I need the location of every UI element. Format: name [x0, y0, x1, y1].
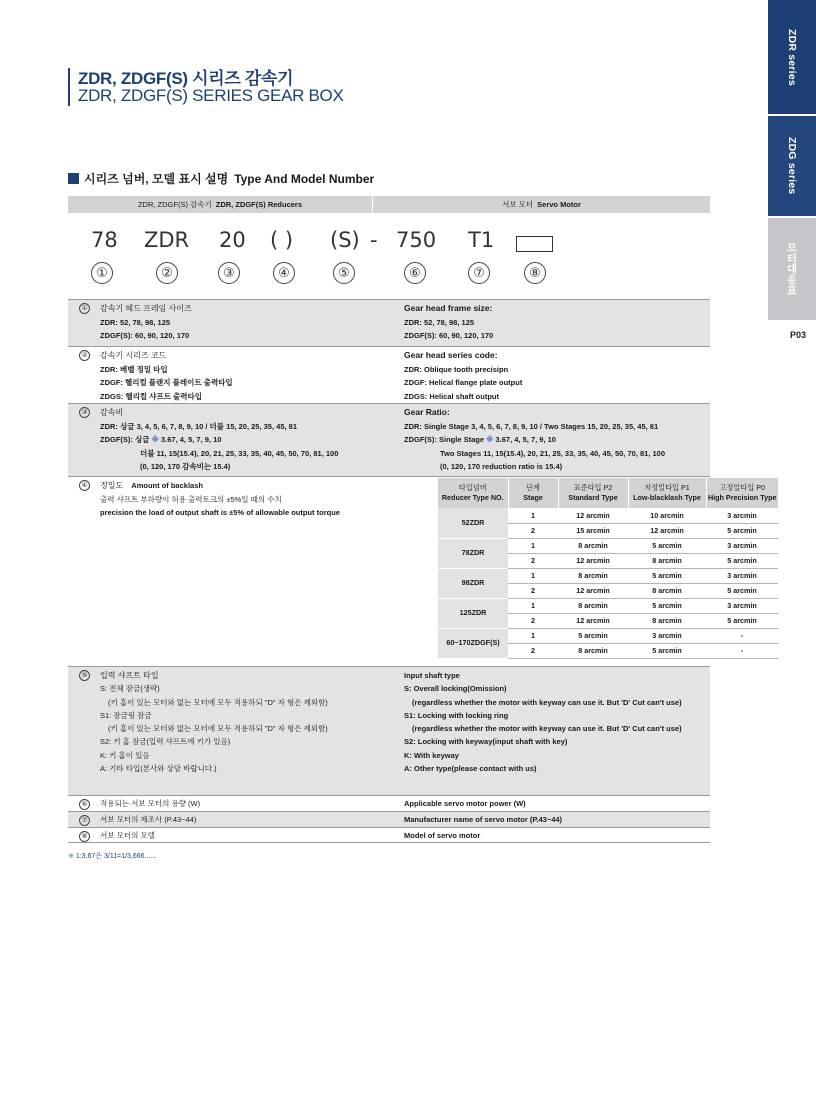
section-title-ko: 시리즈 넘버, 모델 표시 설명: [84, 172, 229, 186]
code-number-row: [0, 262, 816, 286]
row8-ko: 서보 모터의 모델: [100, 831, 155, 840]
row3-ko-line1: ZDR: 싱글 3, 4, 5, 6, 7, 8, 9, 10 / 더블 15, 20, 25, 35, 45, 81: [100, 421, 297, 431]
standard-cell: 8 arcmin: [558, 538, 628, 553]
row3-en-note-mark: ※: [486, 435, 494, 444]
section-square-icon: [68, 173, 79, 184]
code-series: ZDR: [144, 228, 190, 252]
section-title-en: Type And Model Number: [234, 171, 375, 186]
tab-motor-label: 모터대응표: [785, 242, 798, 296]
model-code: [0, 228, 816, 258]
header-high-precision: 고정밀타입 P0 High Precision Type: [706, 478, 778, 508]
code-frame-size: 78: [91, 228, 118, 252]
band-reducers: [68, 196, 373, 213]
row3-number: ③: [79, 407, 90, 418]
low-backlash-cell: 10 arcmin: [628, 508, 706, 523]
row2-number: ②: [79, 350, 90, 361]
row5-ko-title: 입력 샤프트 타입: [100, 671, 159, 680]
standard-cell: 15 arcmin: [558, 523, 628, 538]
code-maker: T1: [468, 228, 495, 252]
row2-ko: [100, 349, 390, 403]
code-shaft: (S): [330, 228, 360, 252]
section-heading: [68, 170, 374, 187]
row-motor-maker: [68, 811, 710, 827]
low-backlash-cell: 5 arcmin: [628, 643, 706, 658]
high-precision-cell: 3 arcmin: [706, 568, 778, 583]
row-frame-size: [68, 299, 710, 346]
row3-ko-line2a: ZDGF(S): 싱글: [100, 435, 150, 444]
row1-en-line: ZDGF(S): 60, 90, 120, 170: [404, 331, 494, 340]
row3-ko-note-mark: ※: [151, 435, 159, 444]
low-backlash-cell: 8 arcmin: [628, 583, 706, 598]
stage-cell: 1: [508, 568, 558, 583]
code-precision: ( ): [270, 228, 294, 252]
row1-en: [404, 302, 704, 343]
low-backlash-cell: 5 arcmin: [628, 538, 706, 553]
row1-ko-title: 감속기 헤드 프레임 사이즈: [100, 304, 192, 313]
backlash-body: [438, 508, 778, 658]
tab-zdg-label: ZDG series: [786, 137, 798, 195]
row4-ko-title: 정밀도: [100, 481, 124, 490]
footnote: [68, 851, 156, 861]
reducer-type-cell: 78ZDR: [438, 538, 508, 568]
row5-ko-line: S1: 잠금링 잠금: [100, 710, 152, 720]
reducer-type-cell: 52ZDR: [438, 508, 508, 538]
code-num-1: ①: [91, 262, 113, 284]
row5-ko-line: S2: 키 홈 잠금(입력 샤프트에 키가 있음): [100, 737, 231, 747]
row7-ko: 서보 모터의 제조사 (P.43~44): [100, 815, 197, 824]
row2-ko-line: ZDGF: 헬리컬 플랜지 플레이트 출력타입: [100, 378, 233, 387]
code-motor-model-box: [516, 236, 553, 252]
row7-number: ⑦: [79, 815, 90, 826]
code-num-2: ②: [156, 262, 178, 284]
row2-ko-title: 감속기 시리즈 코드: [100, 351, 167, 360]
row7-en: Manufacturer name of servo motor (P.43~44): [404, 815, 563, 824]
row-input-shaft: [68, 666, 710, 795]
row1-ko-line: ZDR: 52, 78, 98, 125: [100, 317, 171, 327]
stage-cell: 1: [508, 598, 558, 613]
stage-cell: 2: [508, 613, 558, 628]
standard-cell: 5 arcmin: [558, 628, 628, 643]
header-stage: 단계 Stage: [508, 478, 558, 508]
row-series-code: [68, 346, 710, 403]
code-num-5: ⑤: [333, 262, 355, 284]
row3-en-line3: Two Stages 11, 15(15.4), 20, 21, 25, 33, 35, 40, 45, 50, 70, 81, 100: [440, 448, 666, 458]
high-precision-cell: 3 arcmin: [706, 538, 778, 553]
backlash-table: [438, 478, 778, 659]
tab-zdr-series[interactable]: [768, 0, 816, 114]
band-servo-motor: [373, 196, 710, 213]
band-right-en: Servo Motor: [537, 200, 581, 209]
reducer-type-cell: 125ZDR: [438, 598, 508, 628]
row3-en-line4: (0, 120, 170 reduction ratio is 15.4): [440, 462, 563, 471]
row3-ko-line3: 더블 11, 15(15.4), 20, 21, 25, 33, 35, 40, 45, 50, 70, 81, 100: [140, 448, 339, 458]
stage-cell: 2: [508, 643, 558, 658]
code-num-7: ⑦: [468, 262, 490, 284]
band-left-en: ZDR, ZDGF(S) Reducers: [215, 200, 303, 209]
row1-ko: [100, 302, 390, 343]
row5-ko-line: (키 홈이 있는 모터와 없는 모터에 모두 적용하되 "D" 자 형은 제외함): [108, 697, 328, 707]
row2-en-title: Gear head series code:: [404, 350, 498, 360]
low-backlash-cell: 8 arcmin: [628, 613, 706, 628]
high-precision-cell: 5 arcmin: [706, 553, 778, 568]
row2-ko-line: ZDGS: 헬리컬 샤프트 출력타입: [100, 391, 203, 401]
row4-number: ④: [79, 480, 90, 491]
code-dash: -: [370, 228, 378, 252]
row6-en: Applicable servo motor power (W): [404, 799, 526, 808]
row5-number: ⑤: [79, 670, 90, 681]
low-backlash-cell: 5 arcmin: [628, 598, 706, 613]
stage-cell: 1: [508, 538, 558, 553]
band-left-ko: ZDR, ZDGF(S) 감속기: [137, 200, 212, 209]
high-precision-cell: 5 arcmin: [706, 523, 778, 538]
standard-cell: 8 arcmin: [558, 643, 628, 658]
standard-cell: 8 arcmin: [558, 598, 628, 613]
row-motor-power: [68, 795, 710, 811]
header-standard: 표준타입 P2 Standard Type: [558, 478, 628, 508]
row5-ko-line: K: 키 홈이 있음: [100, 750, 150, 760]
row3-en-line2a: ZDGF(S): Single Stage: [404, 435, 485, 444]
row5-en-line: (regardless whether the motor with keyway can use it. But 'D' Cut can't use): [412, 724, 682, 734]
row3-en-line1: ZDR: Single Stage 3, 4, 5, 6, 7, 8, 9, 10 / Two Stages 15, 20, 25, 35, 45, 81: [404, 421, 659, 431]
row-gear-ratio: [68, 403, 710, 476]
page-number: P03: [789, 330, 806, 340]
code-num-4: ④: [273, 262, 295, 284]
backlash-header-row: [438, 478, 778, 508]
row8-number: ⑧: [79, 831, 90, 842]
row3-ko-title: 감속비: [100, 408, 124, 417]
row-backlash: [68, 476, 777, 666]
row3-ko-line4: (0, 120, 170 감속비는 15.4): [140, 462, 231, 471]
row5-ko-line: (키 홈이 있는 모터와 없는 모터에 모두 적용하되 "D" 자 형은 제외함): [108, 724, 328, 734]
row6-number: ⑥: [79, 799, 90, 810]
row1-en-line: ZDR: 52, 78, 98, 125: [404, 317, 475, 327]
code-ratio: 20: [219, 228, 246, 252]
standard-cell: 12 arcmin: [558, 553, 628, 568]
row2-en-line: ZDGS: Helical shaft output: [404, 391, 500, 401]
standard-cell: 8 arcmin: [558, 568, 628, 583]
table-row: [438, 628, 778, 643]
row5-ko-line: A: 기타 타입(본사와 상담 바랍니다.): [100, 764, 217, 774]
row3-en-line2: [404, 433, 704, 447]
row1-en-title: Gear head frame size:: [404, 303, 493, 313]
reducer-type-cell: 60~170ZDGF(S): [438, 628, 508, 658]
row4-en-title: Amount of backlash: [131, 481, 203, 490]
standard-cell: 12 arcmin: [558, 613, 628, 628]
code-num-8: ⑧: [524, 262, 546, 284]
row5-en-title: Input shaft type: [404, 671, 460, 680]
code-power: 750: [396, 228, 437, 252]
high-precision-cell: -: [706, 628, 778, 643]
stage-cell: 2: [508, 523, 558, 538]
tab-zdg-series[interactable]: [768, 116, 816, 216]
stage-cell: 1: [508, 628, 558, 643]
band-right-ko: 서보 모터: [502, 200, 534, 209]
row3-ko-line2b: 3.67, 4, 5, 7, 9, 10: [160, 435, 222, 444]
row4-ko-line: 출력 샤프트 부하량이 허용 출력토크의 ±5%일 때의 수치: [100, 494, 282, 504]
high-precision-cell: 5 arcmin: [706, 583, 778, 598]
table-row: [438, 538, 778, 553]
row5-ko: [100, 669, 390, 775]
table-row: [438, 568, 778, 583]
high-precision-cell: 3 arcmin: [706, 598, 778, 613]
row5-ko-line: S: 전체 잠금(생략): [100, 684, 160, 694]
stage-cell: 2: [508, 583, 558, 598]
row1-ko-line: ZDGF(S): 60, 90, 120, 170: [100, 331, 190, 340]
row5-en-line: S2: Locking with keyway(input shaft with key): [404, 737, 568, 747]
row5-en-line: S1: Locking with locking ring: [404, 710, 509, 720]
row5-en-line: S: Overall locking(Omission): [404, 684, 507, 694]
high-precision-cell: 5 arcmin: [706, 613, 778, 628]
high-precision-cell: 3 arcmin: [706, 508, 778, 523]
row5-en-line: K: With keyway: [404, 750, 459, 760]
row2-en-line: ZDR: Oblique tooth precisipn: [404, 364, 509, 374]
standard-cell: 12 arcmin: [558, 583, 628, 598]
standard-cell: 12 arcmin: [558, 508, 628, 523]
model-header-band: [68, 196, 710, 213]
row3-en-title: Gear Ratio:: [404, 407, 450, 417]
row3-en: [404, 406, 704, 474]
row3-en-line2b: 3.67, 4, 5, 7, 9, 10: [495, 435, 556, 444]
table-row: [438, 598, 778, 613]
stage-cell: 2: [508, 553, 558, 568]
low-backlash-cell: 8 arcmin: [628, 553, 706, 568]
row2-en: [404, 349, 704, 403]
page-title-en: ZDR, ZDGF(S) SERIES GEAR BOX: [78, 86, 344, 105]
row5-en-line: A: Other type(please contact with us): [404, 764, 537, 774]
code-num-3: ③: [218, 262, 240, 284]
row1-number: ①: [79, 303, 90, 314]
low-backlash-cell: 12 arcmin: [628, 523, 706, 538]
row3-ko-line2: [100, 433, 390, 447]
stage-cell: 1: [508, 508, 558, 523]
page-title-ko: ZDR, ZDGF(S) 시리즈 감속기: [78, 69, 294, 88]
row4-ko: [100, 479, 400, 520]
table-row: [438, 508, 778, 523]
row5-en: [404, 669, 704, 775]
row2-ko-line: ZDR: 베벨 정밀 타입: [100, 364, 168, 374]
row6-ko: 적용되는 서보 모터의 용량 (W): [100, 799, 201, 808]
title-accent-bar: [68, 68, 70, 106]
row2-en-line: ZDGF: Helical flange plate output: [404, 378, 523, 387]
low-backlash-cell: 5 arcmin: [628, 568, 706, 583]
row5-en-line: (regardless whether the motor with keyway can use it. But 'D' Cut can't use): [412, 697, 682, 707]
low-backlash-cell: 3 arcmin: [628, 628, 706, 643]
row8-en: Model of servo motor: [404, 831, 481, 840]
code-num-6: ⑥: [404, 262, 426, 284]
row-motor-model: [68, 827, 710, 843]
tab-zdr-label: ZDR series: [786, 28, 798, 86]
reducer-type-cell: 98ZDR: [438, 568, 508, 598]
row4-en-line: precision the load of output shaft is ±5% of allowable output torque: [100, 508, 340, 517]
row3-ko: [100, 406, 390, 474]
header-type: 타입넘버 Reducer Type NO.: [438, 478, 508, 508]
header-low-backlash: 저정밀타입 P1 Low-blacklash Type: [628, 478, 706, 508]
footnote-text: 1:3,67은 3/11=1/3,666......: [75, 853, 157, 860]
footnote-mark: ※: [68, 853, 74, 860]
high-precision-cell: -: [706, 643, 778, 658]
